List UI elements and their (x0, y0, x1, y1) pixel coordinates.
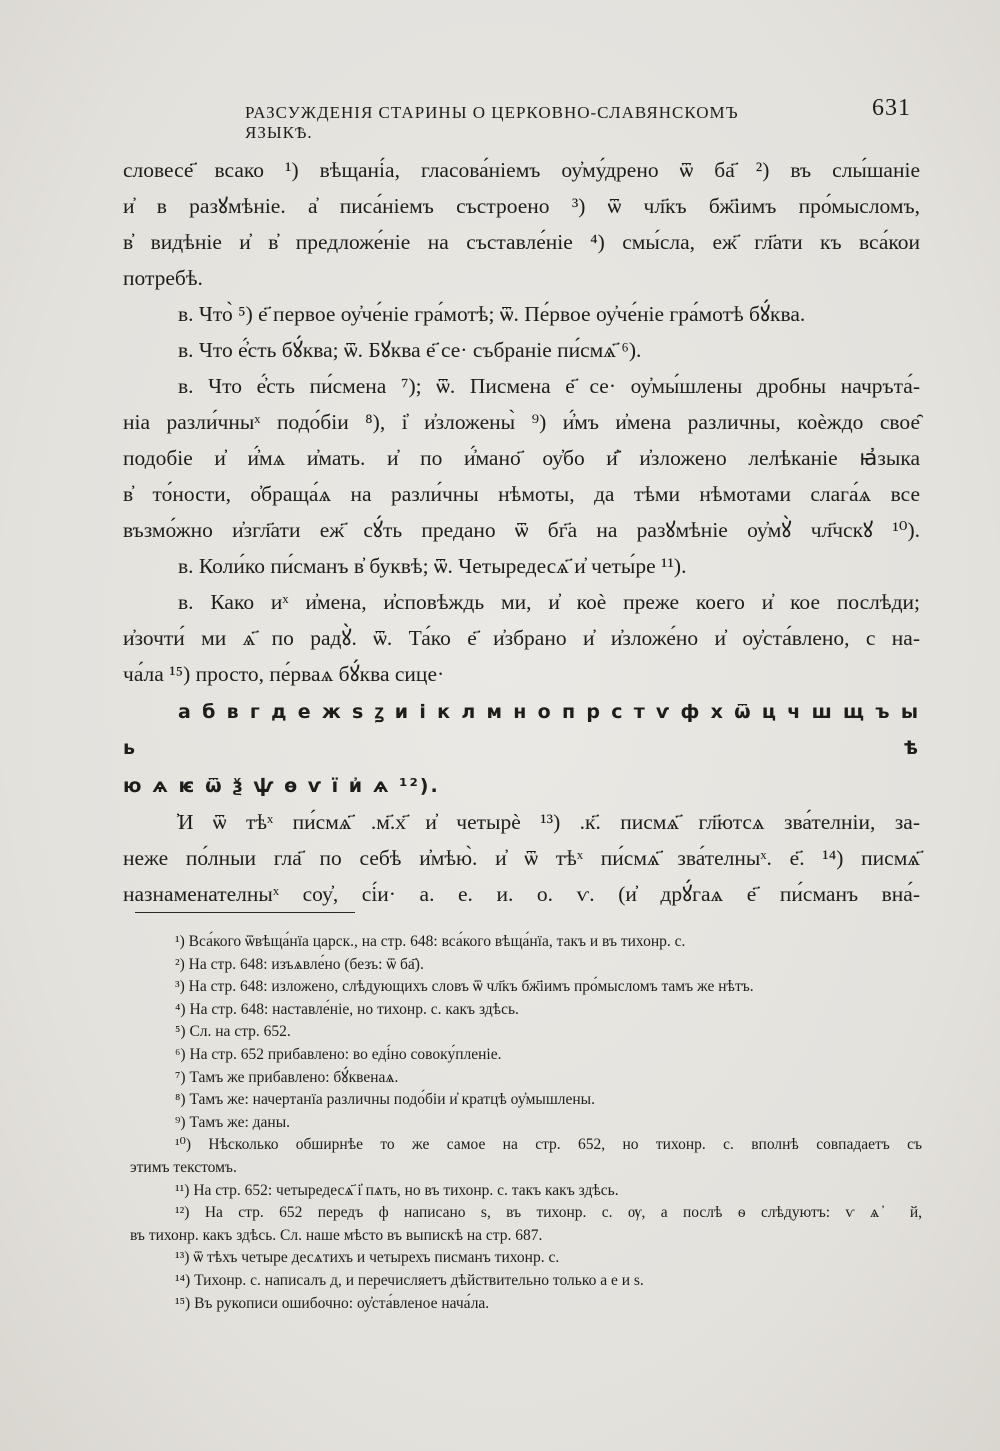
text-line: ніа разли́чныˣ подо́біи ⁸), і҆ и҆зложены̀ ⁹) и҆́мъ и҆мена различны, коѐждо свое̑ (123, 410, 920, 434)
alphabet-line: а б в г д е ж ѕ ꙁ и і к л м н о п р с т ѵ ф х ѿ ц ч ш щ ъ ы ь ѣ (123, 701, 920, 759)
question-line: в. Что е҆́сть бꙋ́ква; ѿ. Бꙋква е҃ се· събраніе пи́смѧ҃ ⁶). (178, 338, 642, 362)
footnote: ¹⁵) Въ рукописи ошибочно: оу҆ста́вленое нача́ла. (175, 1294, 490, 1312)
text-line: словесе҃ всако ¹) вѣщані́а, гласова́ніемъ оу҆му́дрено ѿ ба҃ ²) въ слы́шаніе (123, 158, 920, 182)
text-line: в҆ видѣніе и҆ в҆ предложе́ніе на съставле́ніе ⁴) смы́сла, еж҃ гл҃ати къ вса́кои (123, 230, 920, 254)
text-line: назнаменателныˣ соу҆, сі́и· а. е. и. о. ѵ. (и҆ дрꙋ́гаѧ е҃ пи́сманъ вна́- (123, 882, 920, 906)
footnote: ¹³) ѿ тѣхъ четыре десѧтихъ и четырехъ писманъ тихонр. с. (175, 1249, 560, 1267)
footnote: ⁵) Сл. на стр. 652. (175, 1023, 291, 1041)
text-line: ҆И ѿ тѣˣ пи́смѧ҃ .м҃.х҃ и҆ четырѐ ¹³) .к҃. писмѧ҃ гл҃ютсѧ зва́телніи, за- (178, 810, 920, 834)
text-line: и҆зочти́ ми ѧ҃ по радꙋ̀. ѿ. Та́ко е҃ и҆збрано и҆ и҆зложе́но и҆ оу҆ста́влено, с на- (123, 626, 920, 650)
text-line: неже по́лныи гла҃ по себѣ и҆мѣю̀. и҆ ѿ тѣˣ пи́смѧ҃ зва́телныˣ. е҃. ¹⁴) писмѧ҃ (123, 846, 920, 870)
footnote: ²) На стр. 648: изъѧвле́но (безъ: ѿ ба҃). (175, 955, 424, 973)
footnote: ¹) Вса́кого ѿвѣща́нїа царск., на стр. 648: вса́кого вѣща́нїа, такъ и въ тихонр. с. (175, 933, 686, 950)
text-line: потребѣ. (123, 266, 203, 290)
page-number: 631 (872, 95, 911, 121)
footnote: ⁷) Тамъ же прибавлено: бꙋ́квенаѧ. (175, 1068, 399, 1086)
footnote: ¹¹) На стр. 652: четыредесѧ҃ і҆ пѧть, но въ тихонр. с. такъ какъ здѣсь. (175, 1181, 619, 1199)
footnote: ⁸) Тамъ же: начертанїа различны подо́біи и҆ кратцѣ оу҆мышлены. (175, 1091, 595, 1109)
footnote: ¹⁰) Нѣсколько обширнѣе то же самое на стр. 652, но тихонр. с. вполнѣ совпадаетъ съ (175, 1136, 922, 1154)
footnote-divider (135, 912, 355, 913)
text-line: възмо́жно и҆згл҃ати еж҃ сꙋ́ть предано ѿ бг҃а на разꙋмѣніе оу҆мꙋ̀ чл҃чскꙋ ¹⁰). (123, 518, 920, 542)
question-line: в. Коли́ко пи́сманъ в҆ буквѣ; ѿ. Четыредесѧ҃ и҆ четы́ре ¹¹). (178, 554, 687, 578)
running-title: РАЗСУЖДЕНІЯ СТАРИНЫ О ЦЕРКОВНО-СЛАВЯНСКОМЪ ЯЗЫКѢ. (245, 103, 739, 142)
footnote: ⁹) Тамъ же: даны. (175, 1113, 291, 1131)
footnotes (130, 931, 922, 1315)
footnote: ¹⁴) Тихонр. с. написалъ д, и перечисляетъ дѣйствительно только а е и ѕ. (175, 1271, 644, 1289)
footnote: ³) На стр. 648: изложено, слѣдующихъ словъ ѿ чл҃къ бж҃іимъ про́мысломъ тамъ же нѣтъ. (175, 978, 754, 996)
text-line: в. Что е҆́сть пи́смена ⁷); ѿ. Писмена е҃ се· оу҆мы́шлены дробны начръта́- (178, 374, 920, 398)
text-line: подобіе и҆ и҆́мѧ и҆мать. и҆ по и҆́мано҃ оу҆бо и҆҃ и҆зложено лелѣканіе ꙗ҆зыка (123, 446, 920, 470)
footnote: ⁶) На стр. 652 прибавлено: во еді́но совоку́пленіе. (175, 1045, 502, 1063)
text-line: в҆ то́ности, о҆браща́ѧ на разли́чны нѣмоты, да тѣми нѣмотами слага́ѧ все (123, 482, 920, 506)
text-line: и҆ в разꙋмѣніе. а҆ писа́ніемъ състроено ³) ѿ чл҃къ бж҃іимъ про́мысломъ, (123, 194, 920, 218)
main-text (123, 152, 920, 912)
alphabet-line: ю ѧ ѥ ѿ ѯ ѱ ѳ ѵ ї и҆ ѧ ¹²). (123, 775, 440, 797)
question-line: в. Что̀ ⁵) е҃ первое оу҆че́ніе гра́мотѣ; ѿ. Пе́рвое оу҆че́ніе гра́мотѣ бꙋ́ква. (178, 302, 806, 326)
footnote-continuation: этимъ текстомъ. (130, 1158, 237, 1176)
footnote: ⁴) На стр. 648: наставле́ніе, но тихонр. с. какъ здѣсь. (175, 1000, 519, 1018)
footnote-continuation: въ тихонр. какъ здѣсь. Сл. наше мѣсто въ выпискѣ на стр. 687. (130, 1226, 543, 1244)
footnote: ¹²) На стр. 652 передъ ф написано ѕ, въ тихонр. с. ѹ, а послѣ ѳ слѣдуютъ: ѵ ѧ ҆ й, (175, 1204, 922, 1222)
text-line: ча́ла ¹⁵) просто, пе́рваѧ бꙋ́ква сице· (123, 662, 445, 686)
text-line: в. Како иˣ и҆мена, и҆сповѣждь ми, и҆ коѐ преже коего и҆ кое послѣди; (178, 590, 920, 614)
